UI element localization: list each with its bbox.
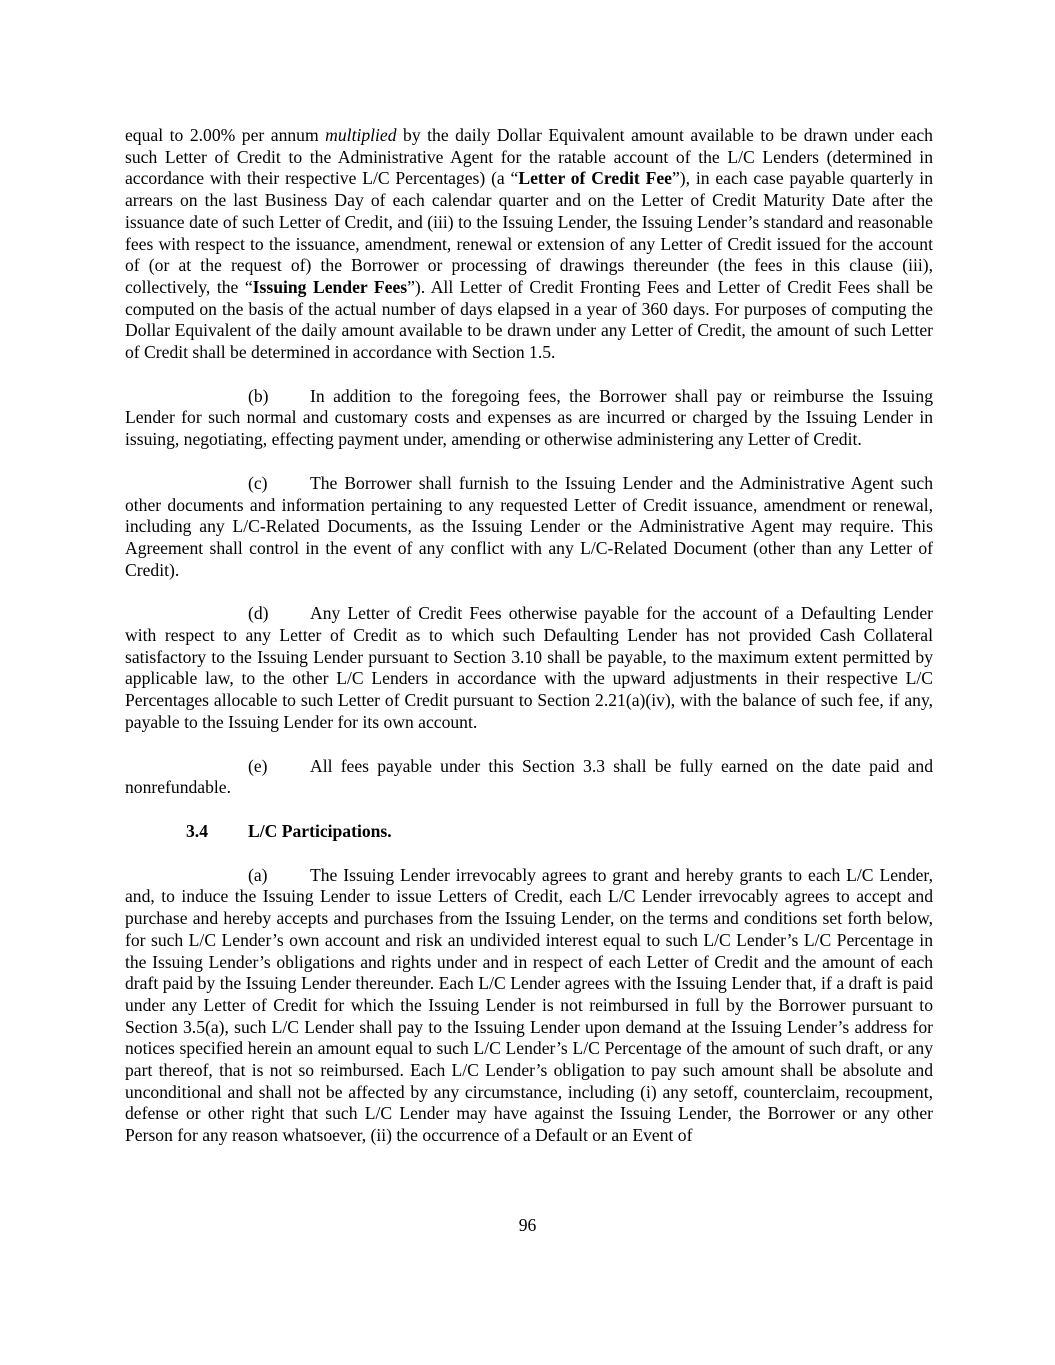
paragraph-label: (e) (248, 755, 268, 776)
page-number: 96 (518, 1215, 537, 1235)
paragraph-d: (d) Any Letter of Credit Fees otherwise payable for the account of a Defaulting Lender with respect to any Letter of Credit as to which such Defaulting Lender has not provided Cash Collateral satisfactory to the Issuing Lender pursuant to Section 3.10 shall be payable, to the maximum extent permitted by applicable law, to the other L/C Lenders in accordance with the upward adjustments in their respective L/C Percentages allocable to such Letter of Credit pursuant to Section 2.21(a)(iv), with the balance of such fee, if any, payable to the Issuing Lender for its own account. (125, 603, 933, 732)
paragraph-a-continued: equal to 2.00% per annum multiplied by the daily Dollar Equivalent amount available to be drawn under each such Letter of Credit to the Administrative Agent for the ratable account of the L/C Lenders (determined in accordance with their respective L/C Percentages) (a “Letter of Credit Fee”), in each case payable quarterly in arrears on the last Business Day of each calendar quarter and on the Letter of Credit Maturity Date after the issuance date of such Letter of Credit, and (iii) to the Issuing Lender, the Issuing Lender’s standard and reasonable fees with respect to the issuance, amendment, renewal or extension of any Letter of Credit issued for the account of (or at the request of) the Borrower or processing of drawings thereunder (the fees in this clause (iii), collectively, the “Issuing Lender Fees”). All Letter of Credit Fronting Fees and Letter of Credit Fees shall be computed on the basis of the actual number of days elapsed in a year of 360 days. For purposes of computing the Dollar Equivalent of the daily amount available to be drawn under any Letter of Credit, the amount of such Letter of Credit shall be determined in accordance with Section 1.5. (125, 125, 933, 363)
paragraph-c: (c) The Borrower shall furnish to the Issuing Lender and the Administrative Agent such other documents and information pertaining to any requested Letter of Credit issuance, amendment or renewal, including any L/C-Related Documents, as the Issuing Lender or the Administrative Agent may require. This Agreement shall control in the event of any conflict with any L/C-Related Document (other than any Letter of Credit). (125, 472, 933, 580)
paragraph-b: (b) In addition to the foregoing fees, the Borrower shall pay or reimburse the Issuing Lender for such normal and customary costs and expenses as are incurred or charged by the Issuing Lender in issuing, negotiating, effecting payment under, amending or otherwise administering any Letter of Credit. (125, 385, 933, 450)
paragraph-label: (c) (248, 472, 268, 493)
paragraph-label: (d) (248, 603, 269, 624)
section-number: 3.4 (186, 820, 208, 841)
paragraph-label: (a) (248, 864, 268, 885)
defined-term-issuing-lender-fees: Issuing Lender Fees (252, 276, 408, 297)
document-body (125, 125, 933, 1147)
defined-term-letter-of-credit-fee: Letter of Credit Fee (518, 168, 672, 189)
paragraph-3-4-a: (a) The Issuing Lender irrevocably agrees to grant and hereby grants to each L/C Lender, and, to induce the Issuing Lender to issue Letters of Credit, each L/C Lender irrevocably agrees to accept and purchase and hereby accepts and purchases from the Issuing Lender, on the terms and conditions set forth below, for such L/C Lender’s own account and risk an undivided interest equal to such L/C Lender’s L/C Percentage in the Issuing Lender’s obligations and rights under and in respect of each Letter of Credit and the amount of each draft paid by the Issuing Lender thereunder. Each L/C Lender agrees with the Issuing Lender that, if a draft is paid under any Letter of Credit for which the Issuing Lender is not reimbursed in full by the Borrower pursuant to Section 3.5(a), such L/C Lender shall pay to the Issuing Lender upon demand at the Issuing Lender’s address for notices specified herein an amount equal to such L/C Lender’s L/C Percentage of the amount of such draft, or any part thereof, that is not so reimbursed. Each L/C Lender’s obligation to pay such amount shall be absolute and unconditional and shall not be affected by any circumstance, including (i) any setoff, counterclaim, recoupment, defense or other right that such L/C Lender may have against the Issuing Lender, the Borrower or any other Person for any reason whatsoever, (ii) the occurrence of a Default or an Event of (125, 864, 933, 1146)
section-heading (125, 821, 933, 843)
italic-term: multiplied (325, 125, 397, 145)
paragraph-e: (e) All fees payable under this Section 3.3 shall be fully earned on the date paid and nonrefundable. (125, 755, 933, 798)
paragraph-label: (b) (248, 385, 269, 406)
section-title: L/C Participations. (248, 820, 392, 841)
